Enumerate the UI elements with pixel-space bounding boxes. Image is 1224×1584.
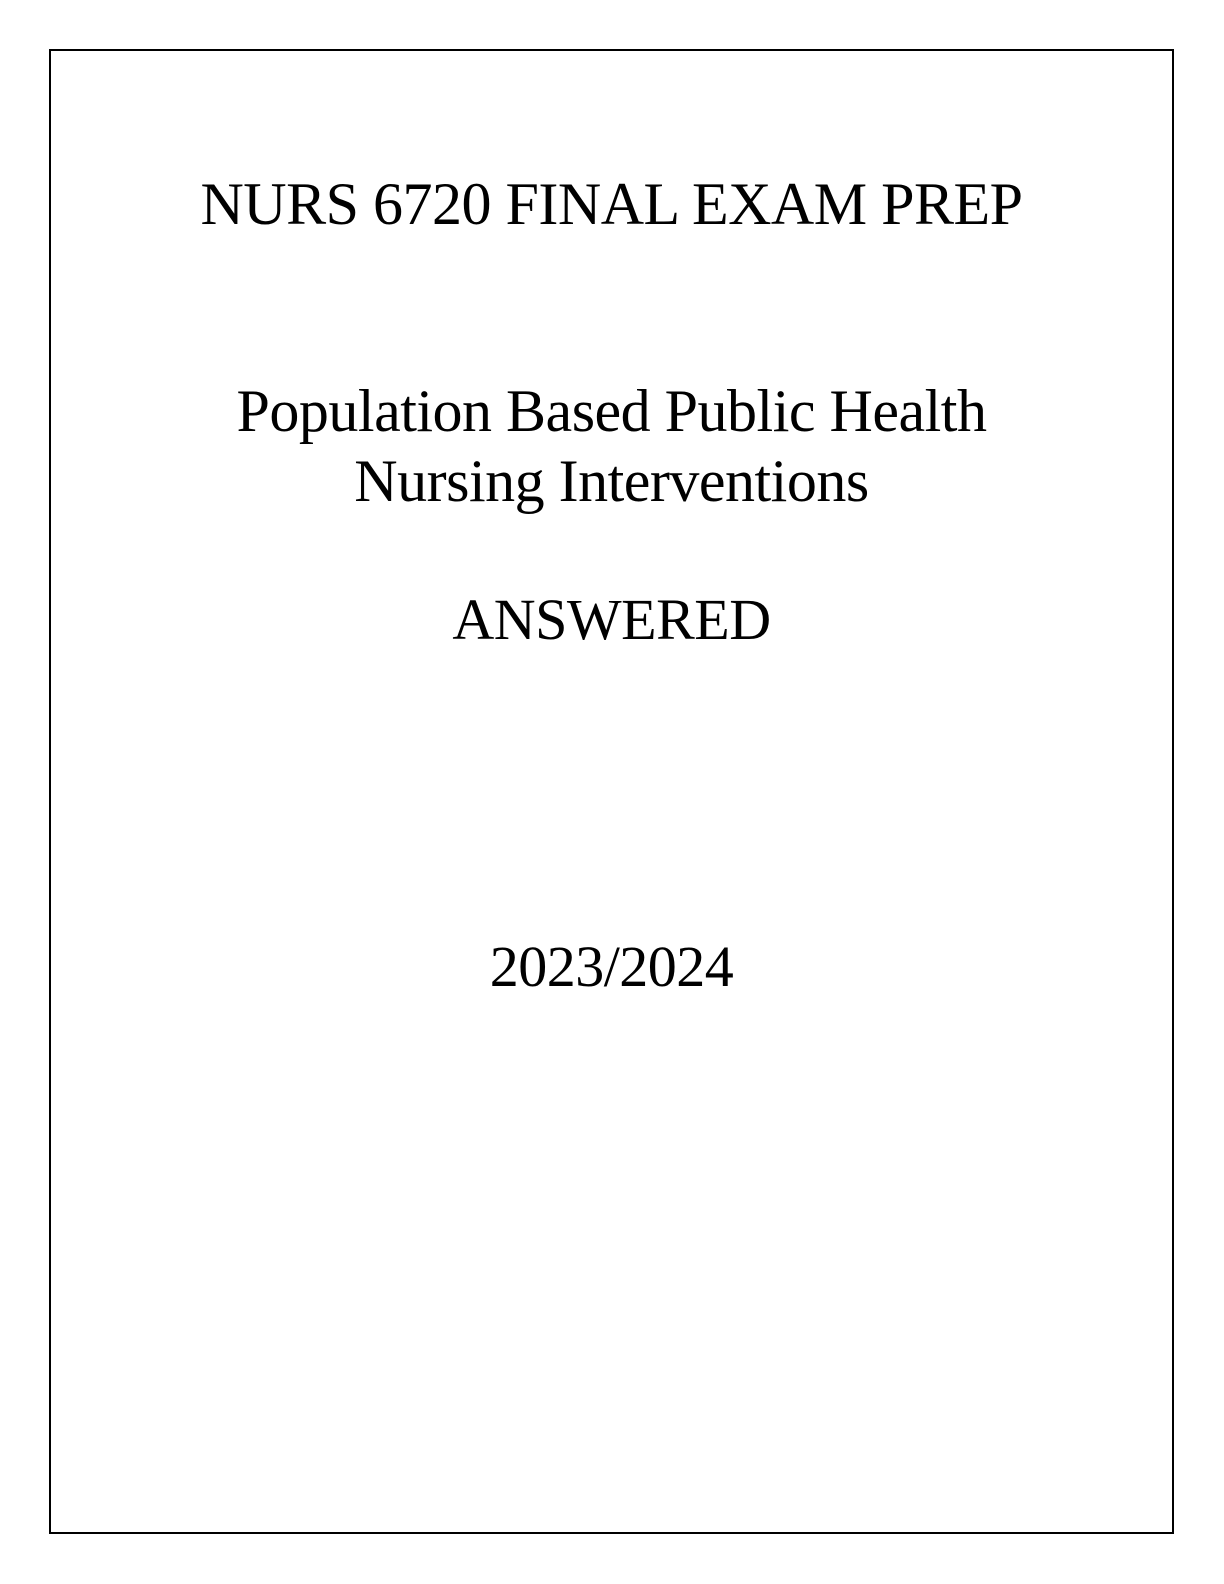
subject-title <box>51 376 1172 516</box>
academic-year-label: 2023/2024 <box>489 934 734 999</box>
subject-title-line-2: Nursing Interventions <box>354 448 869 514</box>
course-title: NURS 6720 FINAL EXAM PREP <box>200 171 1023 237</box>
answered-status-label: ANSWERED <box>452 587 771 652</box>
page-border-frame <box>49 49 1174 1534</box>
subject-title-line-1: Population Based Public Health <box>236 378 987 444</box>
